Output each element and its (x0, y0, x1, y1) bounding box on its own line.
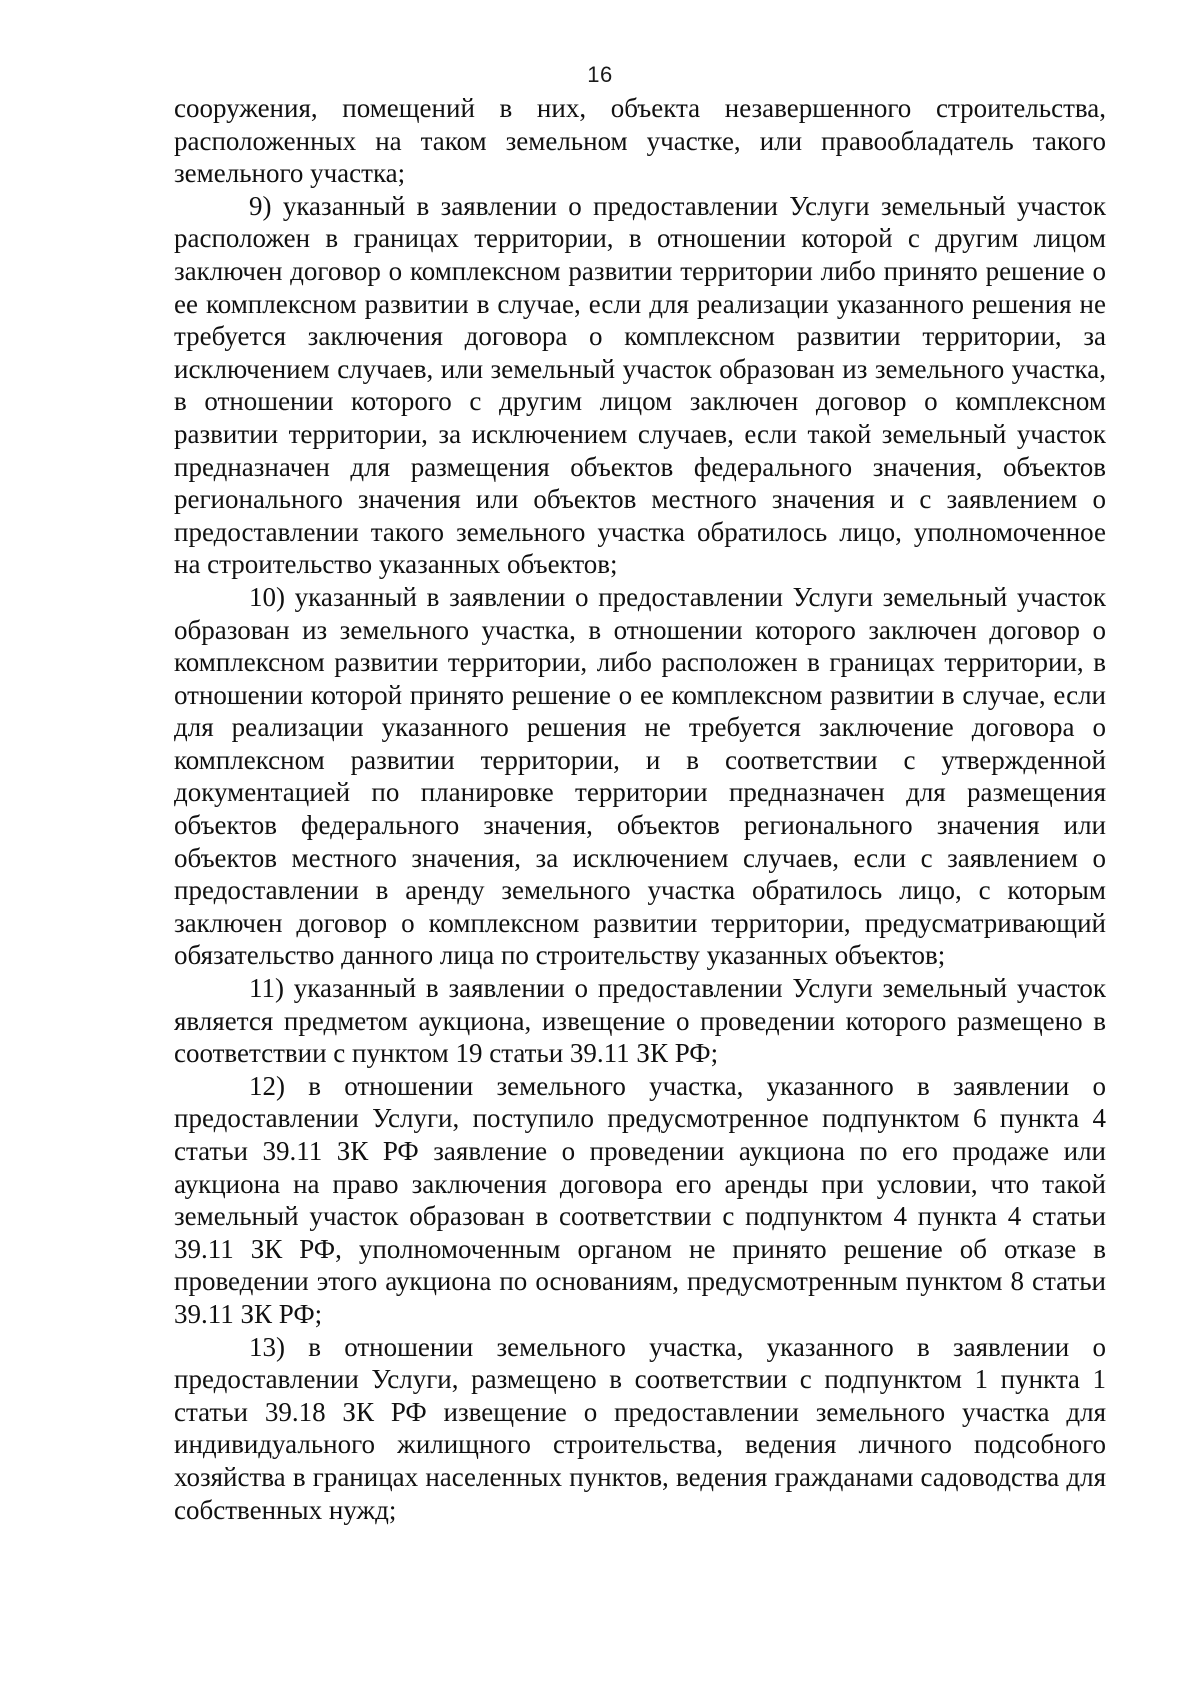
paragraph-item-13: 13) в отношении земельного участка, указанного в заявлении о предоставлении Услуги, размещено в соответствии с подпунктом 1 пункта 1 статьи 39.18 ЗК РФ извещение о предоставлении земельного участка для индивидуального жилищного строительства, ведения личного подсобного хозяйства в границах населенных пунктов, ведения гражданами садоводства для собственных нужд; (174, 1331, 1106, 1525)
paragraph-item-10: 10) указанный в заявлении о предоставлении Услуги земельный участок образован из земельного участка, в отношении которого заключен договор о комплексном развитии территории, либо расположен в границах территории, в отношении которой принято решение о ее комплексном развитии в случае, если для реализации указанного решения не требуется заключение договора о комплексном развитии территории, и в соответствии с утвержденной документацией по планировке территории предназначен для размещения объектов федерального значения, объектов регионального значения или объектов местного значения, за исключением случаев, если с заявлением о предоставлении в аренду земельного участка обратилось лицо, с которым заключен договор о комплексном развитии территории, предусматривающий обязательство данного лица по строительству указанных объектов; (174, 581, 1106, 971)
document-body (174, 92, 1106, 1526)
paragraph-continuation: сооружения, помещений в них, объекта незавершенного строительства, расположенных на таком земельном участке, или правообладатель такого земельного участка; (174, 93, 1106, 189)
page-number: 16 (587, 62, 613, 87)
paragraph-item-9: 9) указанный в заявлении о предоставлении Услуги земельный участок расположен в границах территории, в отношении которой с другим лицом заключен договор о комплексном развитии территории либо принято решение о ее комплексном развитии в случае, если для реализации указанного решения не требуется заключения договора о комплексном развитии территории, за исключением случаев, или земельный участок образован из земельного участка, в отношении которого с другим лицом заключен договор о комплексном развитии территории, за исключением случаев, если такой земельный участок предназначен для размещения объектов федерального значения, объектов регионального значения или объектов местного значения и с заявлением о предоставлении такого земельного участка обратилось лицо, уполномоченное на строительство указанных объектов; (174, 190, 1106, 580)
paragraph-item-11: 11) указанный в заявлении о предоставлении Услуги земельный участок является предметом аукциона, извещение о проведении которого размещено в соответствии с пунктом 19 статьи 39.11 ЗК РФ; (174, 973, 1106, 1069)
paragraph-item-12: 12) в отношении земельного участка, указанного в заявлении о предоставлении Услуги, поступило предусмотренное подпунктом 6 пункта 4 статьи 39.11 ЗК РФ заявление о проведении аукциона по его продаже или аукциона на право заключения договора его аренды при условии, что такой земельный участок образован в соответствии с подпунктом 4 пункта 4 статьи 39.11 ЗК РФ, уполномоченным органом не принято решение об отказе в проведении этого аукциона по основаниям, предусмотренным пунктом 8 статьи 39.11 ЗК РФ; (174, 1070, 1106, 1329)
